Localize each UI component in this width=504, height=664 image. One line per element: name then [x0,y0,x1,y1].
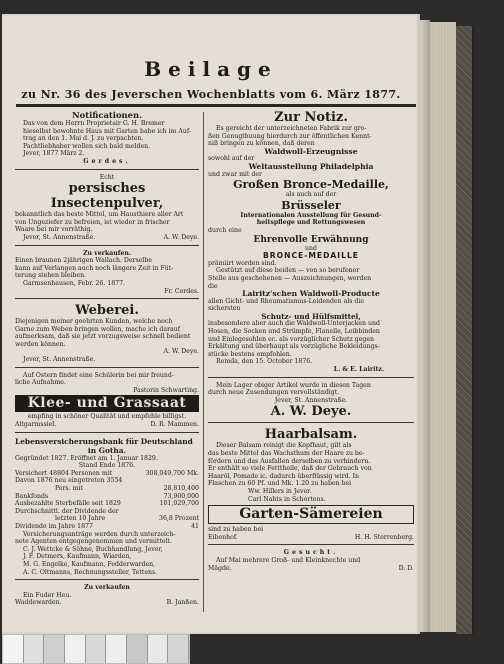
text-line: Haaröl, Pomade ic. dadurch überflüssig wird. In [208,472,359,480]
bank-stand: Stand Ende 1876. [78,462,136,470]
protect-text [208,320,414,358]
text-line: aufmerksam, daß sie jetzt vorzugsweise schnell bedient [15,333,191,341]
text-line: Auf Mai mehrere Groß- und Kleinknechte und [216,556,361,564]
lairitz-products: Lairitz'schen Waldwoll-Producte [242,289,380,299]
text-line: Diejenigen meiner geehrten Kunden, welche noch [15,318,173,326]
wanted-footer [208,565,414,573]
text-line: Waare bei mir vorräthig. [15,226,93,234]
bank-row-label: letzten 10 Jahre [55,515,106,523]
garden-seeds-title: Garten-Sämereien [208,505,414,524]
sale2-signature: B. Janßen. [166,599,199,607]
text-line: bekanntlich das beste Mittel, um Hausthiere aller Art [15,211,184,219]
separator [15,245,199,247]
bank-agent: M. G. Engelke, Kaufmann, Fedderwarden, [23,560,156,568]
bank-row-label: Versichert 48804 Personen mit [15,469,113,477]
text-line: Ein Fuder Heu. [23,591,72,599]
right-column [208,110,414,612]
newspaper-page [2,14,420,634]
color-swatch [86,635,107,663]
bank-agents-list [15,546,199,576]
balm-seller: Ww. Hillers in Jever. [248,487,312,495]
text-line: Es gereicht der unterzeichneten Fabrik zur gro- [216,125,367,132]
lairitz-text [208,298,414,313]
insect-title: persisches Insectenpulver, [50,181,164,212]
sale-title: Zu verkaufen. [82,249,131,257]
bank-row-label: Bankfonds [15,492,49,500]
bank-row [15,508,199,516]
text-line: Einen braunen 2jährigen Wallach. Derselbe [15,257,152,265]
weaving-text [15,318,199,348]
brussels-title: Brüsseler [281,198,341,212]
seed-text [15,413,199,421]
column-divider [203,112,204,612]
bank-row [15,470,199,478]
remda-date: Remda, den 15. October 1876. [216,358,313,366]
text-line: Mägde. [208,564,232,572]
notiz-text [208,125,414,148]
garden-footer [208,534,414,542]
bank-row-label: Pers. mit [55,485,83,492]
bank-row [15,523,199,531]
separator [15,579,199,581]
text-line: trag an den 1. Mai d. J. zu verpachten. [23,135,144,143]
color-swatch [168,635,189,663]
text-line: Hosen, die Socken und Strümpfe, Flanelle, Leibbinden [208,328,380,336]
notification-title: Notificationen. [72,110,142,120]
page-subtitle: zu Nr. 36 des Jeverschen Wochenblatts vom 6. März 1877. [21,88,401,101]
insect-footer [15,234,199,242]
stock-place: Jever, St. Annenstraße. [274,396,348,404]
page-stack-edge [430,22,456,632]
text-line: Auf Ostern findet eine Schülerin bei mir freund- [23,371,174,379]
text-line: niß bringen zu können, daß deren [208,140,315,148]
notification-signature: Gerdes. [83,157,131,165]
notification-date: Jever, 1877 März 2. [23,150,85,158]
waldwoll-line: Waldwoll-Erzeugnisse [264,146,358,156]
balm-seller: Carl Nahts in Schortens. [248,495,326,503]
page-header [2,58,420,101]
separator [15,367,199,369]
bank-row-value: 73,900,000 [163,492,199,500]
insect-place: Jever, St. Annenstraße. [23,233,96,241]
bank-row-value: 28,810,400 [163,485,199,492]
bank-row-value: 41 [191,522,199,530]
color-calibration-card [2,634,190,664]
honor-line: Ehrenvolle Erwähnung [253,234,369,245]
text-line: das beste Mittel das Wachsthum der Haare zu be- [208,450,365,457]
text-line: liche Aufnahme. [15,379,66,387]
bank-row-value: 101,029,700 [159,500,199,508]
medal2-text [208,267,414,290]
stock-text [208,382,414,397]
text-line: Flaschen zu 60 Pf. und Mk. 1.20 zu haben bei [208,480,352,488]
bank-agent: C. J. Wettcke & Söhne, Buchhandlung, Jever, [23,545,163,553]
separator [208,422,414,424]
text-line: Versicherungsanträge werden durch unterzeich- [23,530,176,538]
balm-text [208,442,414,488]
text-line: empfing in schöner Qualität und empfehle billigst. [27,413,187,421]
bank-row-label: Dividende im Jahre 1877 [15,522,93,530]
text-line: Dieser Balsam reinigt die Kopfhaut, gilt als [216,442,352,450]
color-swatch [24,635,45,663]
text-line: terung stehen bleiben. [15,272,87,280]
insect-text [15,211,199,234]
header-rule [16,104,416,107]
text-line: sichersten [208,305,241,313]
bank-row [15,493,199,501]
color-swatch [65,635,86,663]
text-line: und [305,244,317,252]
bank-row-label: Durchschnittl. der Dividende der [15,507,119,515]
maid-text [15,372,199,387]
text-line: und zwar mit der [208,170,262,178]
notification-text [15,120,199,150]
seed-place: Altgarmssiel. [15,421,57,429]
separator [208,544,414,546]
text-line: hieselbst bewohnte Haus mit Garten habe ich im Auf- [23,127,192,135]
text-line: Gestützt auf diese beiden — von so berufener [216,267,360,275]
text-line: allen Gicht- und Rheumatismus-Leidenden als die [208,297,365,305]
text-line: prämiirt worden sind. [208,259,277,267]
text-line: werden können. [15,340,66,348]
bank-row [15,500,199,508]
sale2-place: Waddewarden. [15,599,62,607]
bank-row [15,515,199,523]
text-line: durch eine [208,226,242,234]
garden-signature: H. H. Sterrenberg. [354,533,414,541]
text-line: Internationalen Ausstellung für Gesund- [240,211,382,219]
wanted-text [208,557,414,565]
book-cover-edge [456,26,474,634]
lairitz-signature: L. & E. Lairitz. [333,366,384,374]
text-line: fördern und das Ausfallen derselben zu verhindern. [208,457,371,465]
text-line: insbesondere aber auch die Waldwoll-Unterjacken und [208,320,380,328]
text-line: von Ungeziefer zu befreien, ist wieder in frischer [15,218,170,226]
seed-footer [15,421,199,429]
insect-intro: Echt [99,173,115,181]
balm-title: Haarbalsam. [264,427,358,443]
separator [15,169,199,171]
separator [208,377,414,379]
sale2-title: Zu verkaufen [84,584,130,592]
bank-founded: Gegründet 1827. Eröffnet am 1. Januar 1829. [15,454,158,462]
text-line: nete Agenten entgegengenommen und vermittelt. [15,538,172,546]
text-line: Stelle aus geschehenen — Auszeichnungen, werden [208,274,372,282]
text-line: Garne zum Weben bringen wollen, mache ich darauf [15,325,180,333]
book-spine-edge [420,20,430,632]
weaving-title: Weberei. [75,303,139,319]
bank-title: Lebensversicherungsbank für Deutschland [15,436,193,446]
text-line: sind zu haben bei [208,526,264,534]
text-line: heitspflege und Rettungswesen [256,219,366,227]
seed-signature: D. R. Mammen. [150,421,199,429]
balm-sellers [208,488,414,503]
bank-agents-text [15,531,199,546]
text-line: Pachtliebhaber wollen sich bald melden. [23,142,151,150]
bank-row-label: Ausbezahlte Sterbefälle seit 1829 [15,500,121,508]
text-line: Mein Lager obiger Artikel wurde in diesen Tagen [216,381,371,389]
bank-row-value: 308,049,700 Mk. [145,469,199,477]
text-line: Er enthält so viele Fetttheile, daß der Gebrauch von [208,465,372,473]
sale2-footer [15,599,199,607]
bank-row [15,477,199,485]
bronze-medal-2: BRONCE-MEDAILLE [263,251,359,261]
page-title: Beilage [144,57,278,81]
text-line: und Einlegesohlen ec. als vorzüglicher Schutz gegen [208,335,374,343]
exhibition-philadelphia: Weltausstellung Philadelphia [248,161,374,171]
text-line: ßen Genugthuung hierdurch zur öffentlichen Kennt- [208,132,372,140]
sale-text [15,257,199,280]
text-line: Erkältung und überhaupt als vorzügliche Bekleidungs- [208,343,380,351]
bank-table [15,470,199,531]
weaving-signature: A. W. Deye. [163,348,199,356]
seed-title: Klee- und Grassaat [15,395,199,412]
text-line: durch neue Zusendungen vervollständigt. [208,389,340,397]
color-swatch [106,635,127,663]
color-swatch [3,635,24,663]
sale-signature: Fr. Cordes. [164,287,199,295]
protect-title: Schutz- und Hülfsmittel, [261,311,361,321]
color-swatch [148,635,169,663]
bank-row-value: 36,8 Prozent [159,515,199,523]
text-line: kann auf Verlangen auch noch längere Zeit in Füt- [15,264,174,272]
color-swatch [44,635,65,663]
wanted-title: Gesucht. [283,549,339,557]
bank-row [15,485,199,493]
text-line: sowohl auf der [208,155,255,163]
bronze-medal-line: Großen Bronce-Medaille, [233,178,389,192]
deye-big: A. W. Deye. [270,404,352,420]
text-line: die [208,282,218,290]
text-line: als auch auf der [285,191,337,199]
brussels-text [208,212,414,227]
left-column [15,110,199,612]
color-swatch [127,635,148,663]
sale-date: Garmsenhausen, Febr. 26. 1877. [23,279,126,287]
garden-place: Eibenhof. [208,533,238,541]
text-line: stücke bestens empfohlen. [208,350,292,358]
weaving-place: Jever, St. Annenstraße. [23,356,96,364]
separator [15,432,199,434]
bank-row-label: Davon 1876 neu eingetreten 3554 [15,477,123,485]
separator [15,298,199,300]
notiz-title: Zur Notiz. [274,110,348,125]
wanted-signature: D. D. [398,564,414,572]
bank-agent: J. F. Detmers, Kaufmann, Wiarden, [23,553,132,561]
bank-agent: A. C. Oltmanns, Rechnungssteller, Tettens. [23,568,158,576]
text-line: Das von dem Herrn Proprietair G. H. Bremer [23,120,165,127]
insect-signature: A. W. Deye. [163,233,199,241]
maid-signature: Pastorin Schwarting. [133,386,199,394]
bank-city: in Gotha. [87,445,127,455]
